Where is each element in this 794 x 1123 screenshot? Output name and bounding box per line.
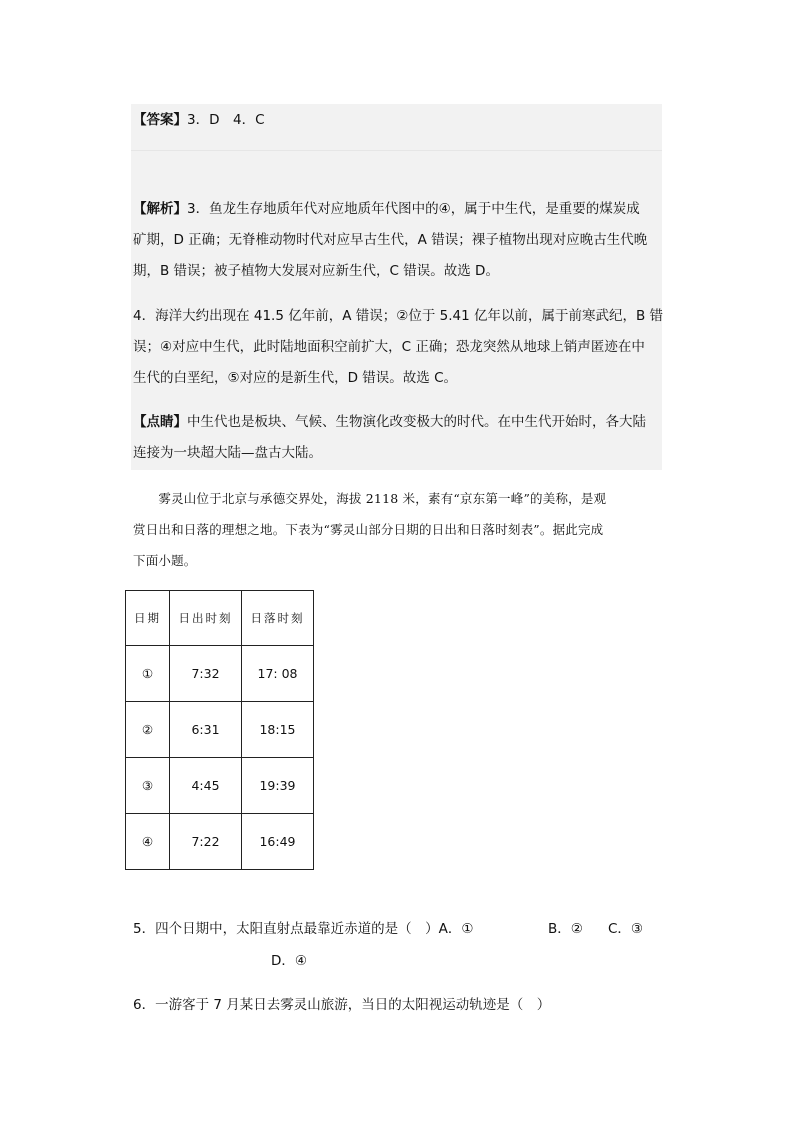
intro-line-3: 下面小题。 <box>133 553 197 568</box>
sunset-cell: 17: 08 <box>242 646 314 702</box>
table-row <box>126 814 314 870</box>
sunset-cell: 16:49 <box>242 814 314 870</box>
sunset-cell: 19:39 <box>242 758 314 814</box>
comment-line-2: 连接为一块超大陆—盘古大陆。 <box>133 445 322 461</box>
analysis-text-1: 3．鱼龙生存地质年代对应地质年代图中的④，属于中生代，是重要的煤炭成 <box>187 201 640 217</box>
analysis-line-5: 误；④对应中生代，此时陆地面积空前扩大，C 正确；恐龙突然从地球上销声匿迹在中 <box>133 339 645 355</box>
date-cell: ④ <box>126 814 170 870</box>
comment-tag: 【点睛】 <box>133 414 187 430</box>
sunset-cell: 18:15 <box>242 702 314 758</box>
answer-text: 3．D 4．C <box>187 112 265 128</box>
sunrise-cell: 4:45 <box>170 758 242 814</box>
analysis-line-3: 期，B 错误；被子植物大发展对应新生代，C 错误。故选 D。 <box>133 263 499 279</box>
analysis-line-2: 矿期，D 正确；无脊椎动物时代对应早古生代，A 错误；裸子植物出现对应晚古生代晚 <box>133 232 648 248</box>
divider <box>131 150 662 151</box>
comment-text-1: 中生代也是板块、气候、生物演化改变极大的时代。在中生代开始时，各大陆 <box>187 414 646 430</box>
table-row <box>126 646 314 702</box>
comment-line-1 <box>133 412 646 432</box>
sunrise-cell: 6:31 <box>170 702 242 758</box>
header-sunset: 日落时刻 <box>242 591 314 646</box>
question-6-stem: 6．一游客于 7 月某日去雾灵山旅游，当日的太阳视运动轨迹是（ ） <box>133 997 551 1013</box>
analysis-line-6: 生代的白垩纪，⑤对应的是新生代，D 错误。故选 C。 <box>133 370 458 386</box>
table-row <box>126 702 314 758</box>
question-5-option-b: B．② <box>548 921 583 937</box>
analysis-line-4: 4．海洋大约出现在 41.5 亿年前，A 错误；②位于 5.41 亿年以前，属于前寒武纪，B 错 <box>133 308 664 324</box>
question-5-option-c: C．③ <box>608 921 644 937</box>
table-row <box>126 758 314 814</box>
sunrise-cell: 7:22 <box>170 814 242 870</box>
header-sunrise: 日出时刻 <box>170 591 242 646</box>
question-5-option-d: D．④ <box>271 953 307 969</box>
analysis-line-1 <box>133 199 640 219</box>
intro-line-2: 赏日出和日落的理想之地。下表为“雾灵山部分日期的日出和日落时刻表”。据此完成 <box>133 522 604 537</box>
header-date: 日期 <box>126 591 170 646</box>
sunrise-sunset-table <box>125 590 314 870</box>
intro-line-1: 雾灵山位于北京与承德交界处，海拔 2118 米，素有“京东第一峰”的美称，是观 <box>133 491 607 506</box>
sunrise-cell: 7:32 <box>170 646 242 702</box>
date-cell: ① <box>126 646 170 702</box>
answer-line <box>133 110 265 130</box>
table-header-row <box>126 591 314 646</box>
date-cell: ③ <box>126 758 170 814</box>
answer-tag: 【答案】 <box>133 112 187 128</box>
date-cell: ② <box>126 702 170 758</box>
analysis-tag: 【解析】 <box>133 201 187 217</box>
question-5-stem: 5．四个日期中，太阳直射点最靠近赤道的是（ ）A．① <box>133 921 474 937</box>
